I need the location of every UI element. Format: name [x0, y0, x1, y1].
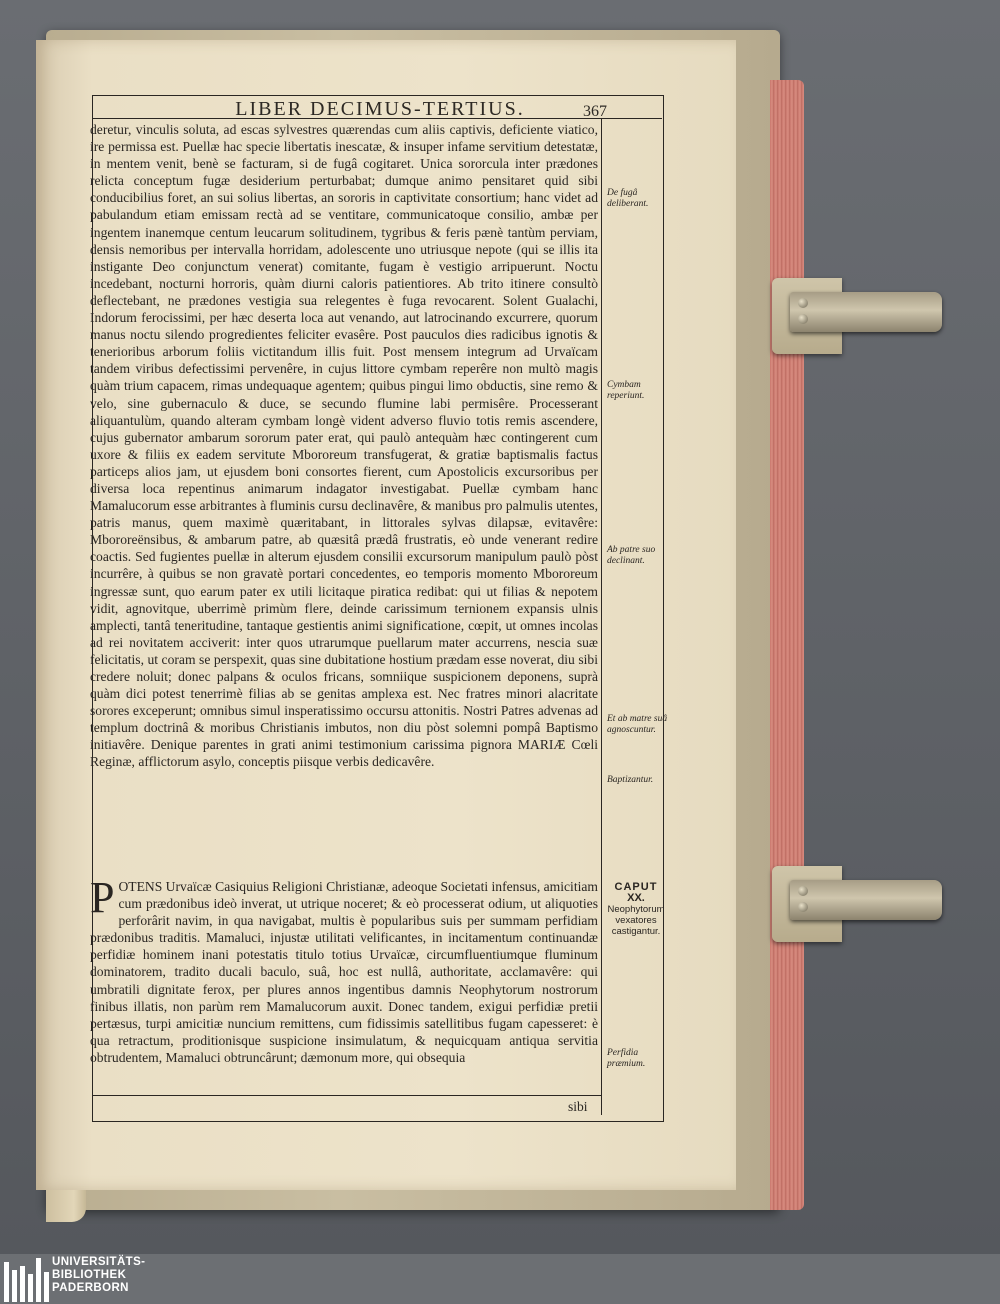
drop-cap: P — [90, 878, 115, 922]
page-edges — [770, 80, 804, 1210]
chapter-number: XX. — [627, 892, 645, 904]
footer-rule — [92, 1095, 602, 1096]
upper-clasp — [772, 278, 944, 354]
margin-note-4: Et ab matre suâ agnoscuntur. — [607, 714, 668, 735]
lower-clasp — [772, 866, 944, 942]
chapter-note — [607, 882, 665, 937]
library-logo-text — [52, 1256, 192, 1295]
library-logo-icon — [2, 1256, 50, 1302]
rivet — [798, 886, 808, 896]
margin-note-3: Ab patre suo declinant. — [607, 545, 656, 566]
margin-note-6: Perfidia præmium. — [607, 1048, 646, 1069]
logo-line-3: PADERBORN — [52, 1282, 129, 1294]
logo-line-1: UNIVERSITÄTS- — [52, 1256, 146, 1268]
margin-note-2: Cymbam reperiunt. — [607, 380, 645, 401]
body-paragraph-1: deretur, vinculis soluta, ad escas sylvestres quærendas cum aliis captivis, deficiente viatico, ire permissa est. Puellæ hac specie libertatis inescatæ, & insuper infame servitium detestatæ, in mentem venit, benè se facturam, si de fugâ cogitaret. Unica sororcula inter prædones relicta conceptum fugæ desiderium perturbabat; dumque animo pensitaret quid sibi conducibilius foret, an sui solius libertas, an sororis in captivitate consortium; hanc videt ad pabulandum etiam emissam rectà ad se ventitare, communicatoque consilio, ambæ per ingentem inanemque centum leucarum solitudinem, tygribus & feris pænè tantùm perviam, densis nemoribus per intervalla horridam, adolescente uno utriusque nepote (qui se illis ita instigante Deo conjunctum venerat) comitante, fugam è vestigio arripuerunt. Noctu incedebant, nocturni horroris, quàm diurni caloris patientiores. Ab trito itinere consultò deflectebant, ne prædones vestigia sua relegentes è fuga revocarent. Solent Gualachi, Indorum ferocissimi, per hæc deserta loca aut venando, aut latrocinando excurrere, quorum manus noctu silendo progredientes feliciter evasêre. Post pauculos dies radicibus ignotis & tenerioribus arborum foliis victitandum illis fuit. Post mensem integrum ad Urvaïcam tandem viribus defectissimi pervenêre, in cujus littore cymbam reperêre non multò magis quàm trium capacem, rimas undequaque agentem; quibus pingui limo obductis, sine remo & velo, sine gubernaculo & duce, se secundo flumine labi permisêre. Processerant aliquantulùm, quando alteram cymbam longè vident adverso fluvio totis remis ascendere, cujus gubernator ambarum sororum pater erat, qui paulò antequàm hæc contingerent cum uxore & filiis ex eadem servitute Mbororeum transfugerat, & gratiæ baptismalis factus particeps alios jam, ut ejusdem boni consortes fierent, cum Apostolicis excursoribus per diversa loca repentinus animarum indagator investigabat. Puellæ cymbam hanc Mamalucorum esse arbitrantes à fluminis cursu declinavêre, & manibus pro palmulis utentes, patris manus, quem maximè quæritabant, in littorales sylvas dilapsæ, evitavêre: Mbororeënsibus, & ambarum patre, ab quæsitâ prædâ frustratis, eò unde venerant redire coactis. Sed fugientes puellæ in alterum ejusdem consilii excursorum manipulum paulò pòst incurrêre, à quibus se non gravatè portari concedentes, eo temporis momento Mbororeum ingressæ sunt, quo earum pater ex utili licitaque piratica redibat: qui ut filias & nepotem vidit, agnovitque, uberrimè primùm flere, deinde carissimum ternionem expansis ulnis amplecti, tantâ teneritudine, tantaque gestientis animi significatione, cœpit, ut omnes incolas ad rei novitatem acciverit: inter quos utrarumque puellarum mater accurrens, nescia suæ felicitatis, ut coram se perspexit, quas sine dubitatione hostium prædam esse noverat, diu sibi credere noluit; donec palpans & oculos fricans, somniique suspicionem deponens, suprà quàm dici potest tenerrimè filias ab se genitas amplexa est. Nec fratres minori alacritate sorores exceperunt; omnibus simul insperatissimo occursu attonitis. Nostri Patres advenas ad templum doctrinâ & moribus Christianis imbutos, non diu pòst solemni pompâ Baptismo initiavêre. Denique parentes in grati animi testimonium carissima pignora MARIÆ Cœli Reginæ, afflictorum asylo, conceptis piisque verbis dedicavêre. — [90, 122, 598, 770]
margin-note-1: De fugâ deliberant. — [607, 188, 649, 209]
page-number: 367 — [583, 103, 607, 120]
margin-rule — [601, 118, 602, 1115]
clasp-metal — [790, 880, 942, 920]
body-paragraph-2 — [90, 878, 598, 1090]
body-paragraph-2-text: OTENS Urvaïcæ Casiquius Religioni Christianæ, adeoque Societati infensus, amicitiam cum prædonibus ideò inverat, ut utrique noceret; & eò processerat odium, ut aliquoties perforârit navim, in qua navigabat, multis è popularibus suis per summam perfidiam prædonibus traditis. Mamaluci, injustæ utilitati velificantes, in incitamentum continuandæ perfidiæ hominem inani potestatis titulo totius Urvaïcæ, circumfluentiumque fluminum dominatorem, tradito ducali baculo, suâ, hoc est nullâ, authoritate, acclamavêre: qui umbratili dignitate ferox, per plures annos ingentibus damnis Neophytorum nostrorum finibus illatis, non parùm rem Mamalucorum auxit. Donec tandem, exigui perfidiæ pretii pertæsus, turpi amicitiæ nuncium remittens, cum fidissimis satellitibus fugam capesseret: è qua retractum, proditionisque suspicione insimulatum, & nequicquam antiqua servitia obtrudentem, Mamaluci obtruncârunt; dæmonum more, qui obsequia — [90, 879, 598, 1065]
clasp-metal — [790, 292, 942, 332]
chapter-summary: Neophytorum vexatores castigantur. — [607, 904, 665, 937]
chapter-label: CAPUT — [614, 881, 658, 893]
rivet — [798, 902, 808, 912]
rivet — [798, 314, 808, 324]
margin-note-5: Baptizantur. — [607, 775, 654, 785]
catchword: sibi — [568, 1099, 588, 1114]
running-title: LIBER DECIMUS-TERTIUS. — [235, 98, 525, 120]
rivet — [798, 298, 808, 308]
logo-line-2: BIBLIOTHEK — [52, 1269, 127, 1281]
